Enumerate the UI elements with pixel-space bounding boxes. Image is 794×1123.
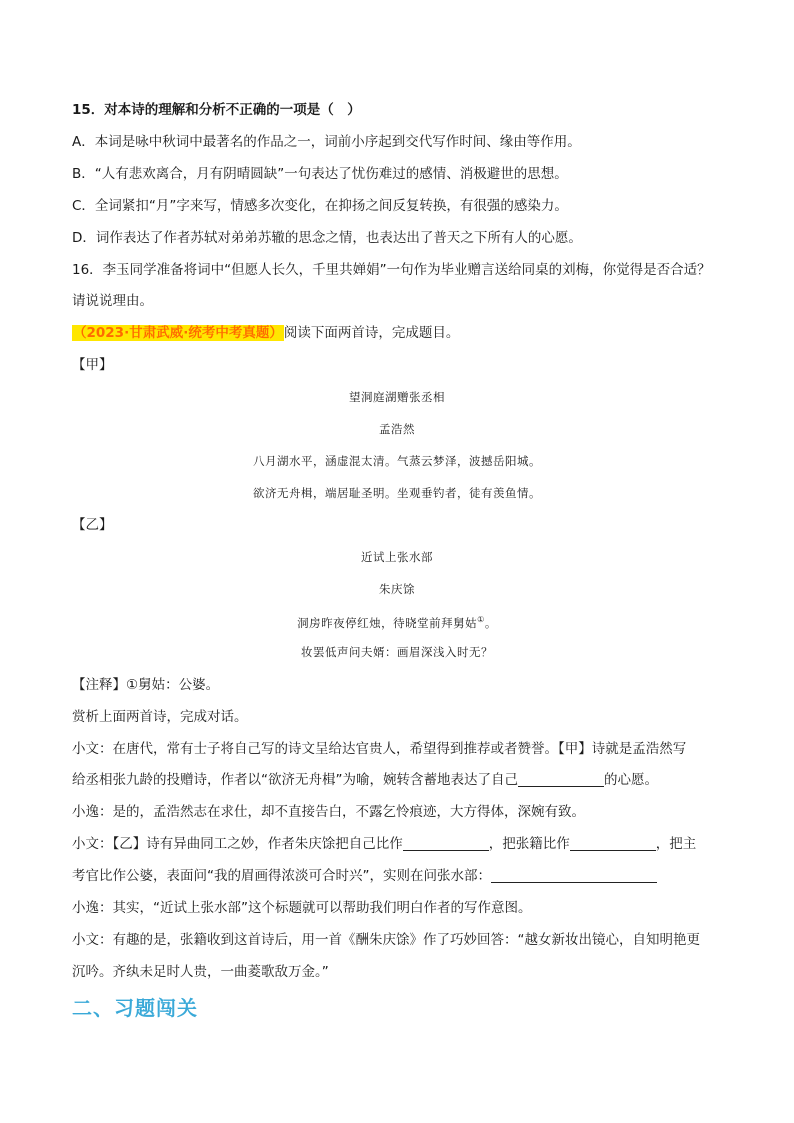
poem-yi-title: 近试上张水部 (361, 550, 433, 564)
dialogue-3b-text: 考官比作公婆，表面问“我的眉画得浓淡可合时兴”，实则在问张水部： (72, 868, 491, 884)
dialogue-1b-text: 给丞相张九龄的投赠诗，作者以“欲济无舟楫”为喻，婉转含蓄地表达了自己 (72, 772, 518, 788)
q15-stem-text: 15．对本诗的理解和分析不正确的一项是（ ） (72, 102, 361, 118)
dialogue-1b-end: 的心愿。 (604, 772, 658, 788)
dialogue-intro: 赏析上面两首诗，完成对话。 (72, 709, 248, 725)
answer-blank-1[interactable] (518, 772, 604, 787)
q15-option-c: C．全词紧扣“月”字来写，情感多次变化，在抑扬之间反复转换，有很强的感染力。 (72, 198, 568, 214)
q15-option-a: A．本词是咏中秋词中最著名的作品之一，词前小序起到交代写作时间、缘由等作用。 (72, 134, 581, 150)
poem-jia-line2: 欲济无舟楫，端居耻圣明。坐观垂钓者，徒有羡鱼情。 (253, 486, 541, 500)
dialogue-4: 小逸：其实，“近试上张水部”这个标题就可以帮助我们明白作者的写作意图。 (72, 900, 532, 916)
dialogue-1b (72, 770, 732, 790)
poem-jia-author: 孟浩然 (379, 422, 415, 436)
dialogue-5b: 沉吟。齐纨未足时人贵，一曲菱歌敌万金。” (72, 964, 329, 980)
dialogue-2: 小逸：是的，孟浩然志在求仕，却不直接告白，不露乞怜痕迹，大方得体，深婉有致。 (72, 804, 585, 820)
answer-blank-2[interactable] (403, 836, 489, 851)
poem-yi-line1-text: 洞房昨夜停红烛，待晓堂前拜舅姑 (297, 615, 478, 630)
poem-yi-line1 (0, 611, 794, 632)
answer-blank-4[interactable] (491, 868, 657, 883)
poem-yi-line2: 妆罢低声问夫婿：画眉深浅入时无？ (301, 645, 493, 659)
dialogue-5a: 小文：有趣的是，张籍收到这首诗后，用一首《酬朱庆馀》作了巧妙回答：“越女新妆出镜心，自知明艳更 (72, 932, 700, 948)
answer-blank-3[interactable] (570, 836, 656, 851)
dialogue-3a-text: 小文：【乙】诗有异曲同工之妙，作者朱庆馀把自己比作 (72, 836, 403, 852)
poem-jia-title: 望洞庭湖赠张丞相 (349, 390, 445, 404)
annotation: 【注释】①舅姑：公婆。 (72, 677, 220, 693)
poem-yi-line1-end: 。 (484, 615, 497, 630)
source-line (72, 323, 732, 343)
source-tag: （2023·甘肃武威·统考中考真题） (73, 325, 283, 341)
dialogue-3b (72, 866, 732, 886)
q15-option-d: D．词作表达了作者苏轼对弟弟苏辙的思念之情，也表达出了普天之下所有人的心愿。 (72, 230, 582, 246)
poem-jia-line1: 八月湖水平，涵虚混太清。气蒸云梦泽，波撼岳阳城。 (253, 454, 541, 468)
q15-stem (72, 100, 732, 120)
dialogue-1a: 小文：在唐代，常有士子将自己写的诗文呈给达官贵人，希望得到推荐或者赞誉。【甲】诗就是孟浩然写 (72, 741, 687, 757)
section-heading: 二、习题闯关 (72, 996, 198, 1020)
dialogue-3a-mid: ，把张籍比作 (488, 836, 570, 852)
poem-yi-marker: 【乙】 (72, 517, 113, 533)
q15-option-b: B．“人有悲欢离合，月有阴晴圆缺”一句表达了忧伤难过的感情、消极避世的思想。 (72, 166, 568, 182)
dialogue-3a-end: ，把主 (655, 836, 697, 852)
q16-line2: 请说说理由。 (72, 293, 153, 309)
footnote-marker: ① (477, 615, 485, 624)
poem-jia-marker: 【甲】 (72, 357, 113, 373)
q16-line1: 16．李玉同学准备将词中“但愿人长久，千里共婵娟”一句作为毕业赠言送给同桌的刘梅，你觉得是否合适？ (72, 262, 711, 278)
poem-yi-author: 朱庆馀 (379, 582, 415, 596)
dialogue-3a (72, 834, 732, 854)
source-instruction: 阅读下面两首诗，完成题目。 (283, 325, 460, 341)
